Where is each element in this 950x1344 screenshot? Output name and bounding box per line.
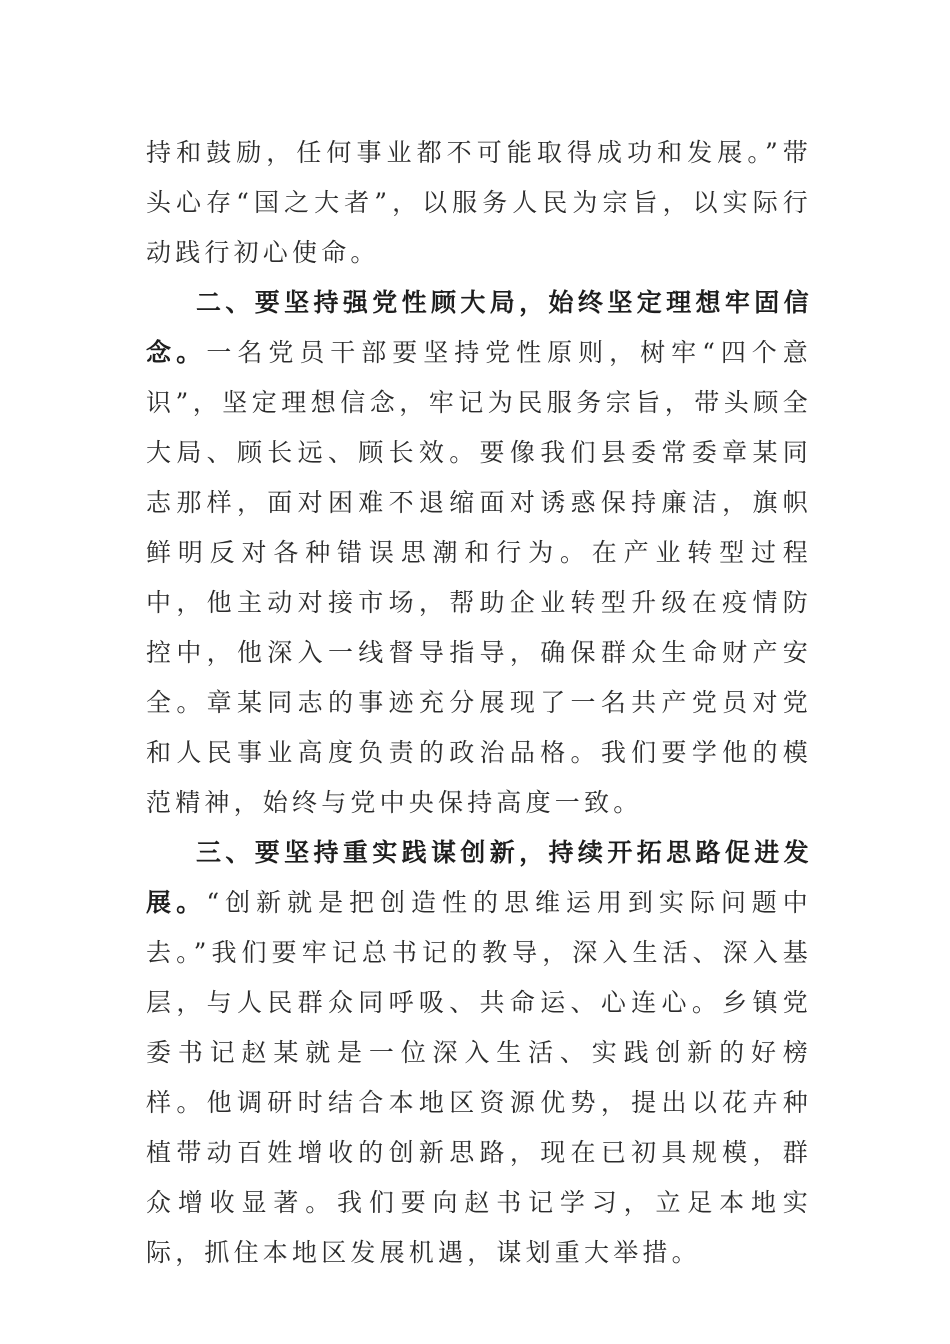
paragraph-body: 一名党员干部要坚持党性原则，树牢“四个意识”，坚定理想信念，牢记为民服务宗旨，带头顾全大局、顾长远、顾长效。要像我们县委常委章某同志那样，面对困难不退缩面对诱惑保持廉洁，旗帜鲜明反对各种错误思潮和行为。在产业转型过程中，他主动对接市场，帮助企业转型升级在疫情防控中，他深入一线督导指导，确保群众生命财产安全。章某同志的事迹充分展现了一名共产党员对党和人民事业高度负责的政治品格。我们要学他的模范精神，始终与党中央保持高度一致。 [146, 338, 812, 817]
section-heading: 二、要坚持强党性顾大局，始终坚定理想牢固信念。 [146, 288, 812, 367]
paragraph-continuation [146, 128, 812, 278]
paragraph-body: 持和鼓励，任何事业都不可能取得成功和发展。”带头心存“国之大者”，以服务人民为宗旨，以实际行动践行初心使命。 [146, 138, 812, 267]
paragraph-body: “创新就是把创造性的思维运用到实际问题中去。”我们要牢记总书记的教导，深入生活、深入基层，与人民群众同呼吸、共命运、心连心。乡镇党委书记赵某就是一位深入生活、实践创新的好榜样。他调研时结合本地区资源优势，提出以花卉种植带动百姓增收的创新思路，现在已初具规模，群众增收显著。我们要向赵书记学习，立足本地实际，抓住本地区发展机遇，谋划重大举措。 [146, 888, 812, 1267]
document-body [146, 128, 812, 1278]
paragraph-section-three [146, 828, 812, 1278]
paragraph-section-two [146, 278, 812, 828]
section-heading: 三、要坚持重实践谋创新，持续开拓思路促进发展。 [146, 838, 812, 917]
